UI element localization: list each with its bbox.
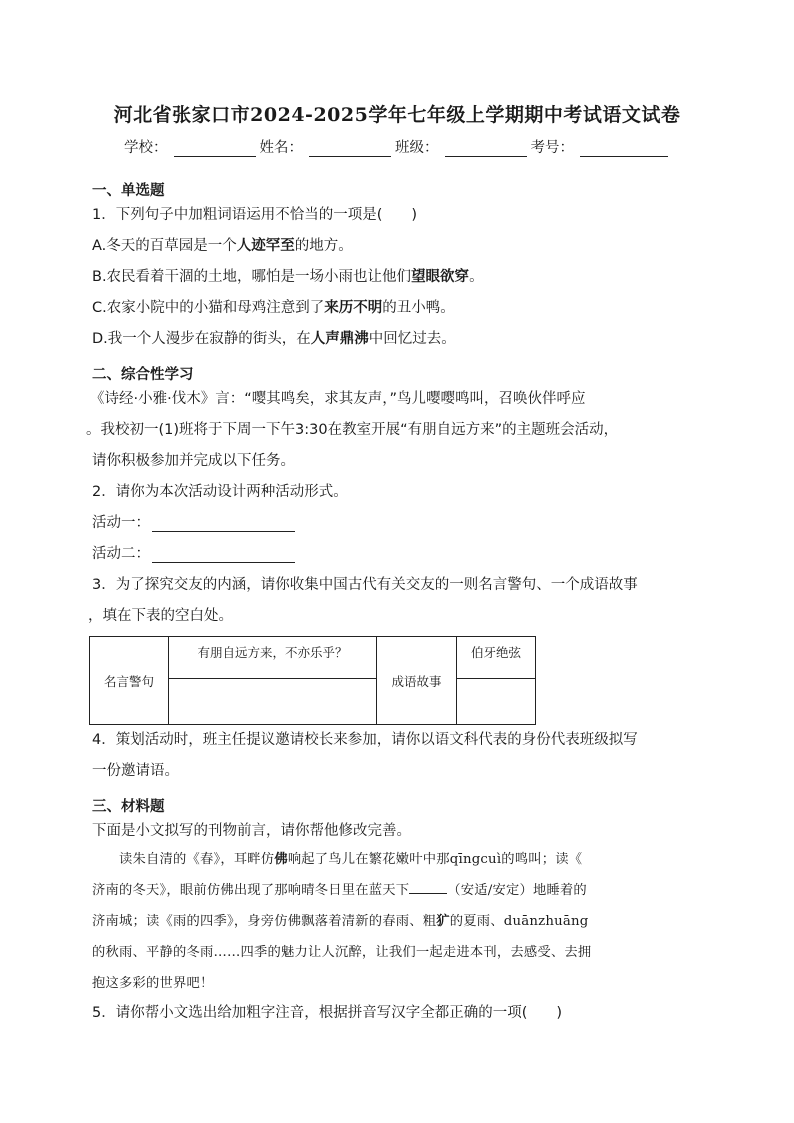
passage-line-4: 的秋雨、平静的冬雨……四季的魅力让人沉醉，让我们一起走进本刊，去感受、去拥 [92, 945, 592, 960]
option-a-em: 人迹罕至 [236, 238, 295, 254]
table-cell-idiom-label: 成语故事 [377, 637, 457, 725]
passage-line-1 [92, 844, 698, 875]
section3-intro: 下面是小文拟写的刊物前言，请你帮他修改完善。 [92, 823, 411, 839]
school-label: 学校： [124, 140, 168, 156]
passage-3-em: 犷 [436, 914, 450, 929]
option-d-post: 中回忆过去。 [368, 331, 456, 347]
option-a-post: 的地方。 [294, 238, 353, 254]
student-info-row [124, 136, 672, 157]
intro-line-2: 。我校初一(1)班将于下周一下午3:30在教室开展“有朋自远方来”的主题班会活动， [86, 422, 619, 438]
option-b-post: 。 [469, 269, 484, 285]
activity-2 [92, 545, 295, 563]
passage-3-pre: 济南城；读《雨的四季》，身旁仿佛飘落着清新的春雨、粗 [92, 914, 437, 929]
class-blank[interactable] [445, 142, 527, 157]
number-label: 考号： [530, 140, 574, 156]
table-cell-quote-value: 有朋自远方来，不亦乐乎？ [169, 637, 377, 679]
name-label: 姓名： [259, 140, 303, 156]
section3-heading: 三、材料题 [92, 799, 165, 815]
question-3-line-2: ，填在下表的空白处。 [88, 608, 233, 624]
passage-2-pre: 济南的冬天》，眼前仿佛出现了那响晴冬日里在蓝天下 [92, 883, 410, 898]
question-1: 1．下列句子中加粗词语运用不恰当的一项是( ) [92, 207, 418, 223]
answer-table [89, 636, 536, 725]
class-label: 班级： [395, 140, 439, 156]
intro-line-1: 《诗经·小雅·伐木》言：“嘤其鸣矣，求其友声，”鸟儿嘤嘤鸣叫，召唤伙伴呼应 [90, 391, 586, 407]
option-d-pre: D.我一个人漫步在寂静的街头，在 [92, 331, 311, 347]
school-blank[interactable] [174, 142, 256, 157]
option-b [92, 268, 484, 286]
passage-3-post: 的夏雨、duānzhuāng [449, 914, 589, 929]
page-title: 河北省张家口市2024-2025学年七年级上学期期中考试语文试卷 [113, 104, 681, 126]
passage-1-post: 响起了鸟儿在繁花嫩叶中那qīngcuì的鸣叫；读《 [287, 852, 583, 867]
passage-line-3 [92, 906, 698, 937]
option-d [92, 330, 456, 348]
question-3-line-1: 3．为了探究交友的内涵，请你收集中国古代有关交友的一则名言警句、一个成语故事 [92, 577, 638, 593]
activity-1-label: 活动一： [92, 515, 150, 531]
question-2: 2．请你为本次活动设计两种活动形式。 [92, 484, 348, 500]
table-cell-quote-blank[interactable] [169, 679, 377, 725]
passage-blank[interactable] [409, 881, 447, 894]
table-cell-idiom-blank[interactable] [457, 679, 536, 725]
table-cell-quote-label: 名言警句 [90, 637, 169, 725]
question-4-line-2: 一份邀请语。 [92, 763, 179, 779]
activity-2-label: 活动二： [92, 546, 150, 562]
question-5: 5．请你帮小文选出给加粗字注音，根据拼音写汉字全都正确的一项( ) [92, 1005, 563, 1021]
name-blank[interactable] [309, 142, 391, 157]
activity-1-blank[interactable] [152, 517, 295, 532]
activity-2-blank[interactable] [152, 548, 295, 563]
option-c-em: 来历不明 [324, 300, 383, 316]
table-cell-idiom-value: 伯牙绝弦 [457, 637, 536, 679]
option-c-pre: C.农家小院中的小猫和母鸡注意到了 [92, 300, 325, 316]
activity-1 [92, 514, 295, 532]
option-b-pre: B.农民看着干涸的土地，哪怕是一场小雨也让他们 [92, 269, 412, 285]
option-c [92, 299, 455, 317]
option-c-post: 的丑小鸭。 [382, 300, 455, 316]
passage-1-pre: 读朱自清的《春》，耳畔仿 [92, 852, 275, 867]
section1-heading: 一、单选题 [92, 183, 165, 199]
option-a [92, 237, 353, 255]
section2-heading: 二、综合性学习 [92, 367, 194, 383]
intro-line-3: 请你积极参加并完成以下任务。 [92, 453, 295, 469]
option-a-pre: A.冬天的百草园是一个 [92, 238, 237, 254]
option-b-em: 望眼欲穿 [411, 269, 470, 285]
question-4-line-1: 4．策划活动时，班主任提议邀请校长来参加，请你以语文科代表的身份代表班级拟写 [92, 732, 638, 748]
option-d-em: 人声鼎沸 [310, 331, 369, 347]
passage-2-post: （安适/安定）地睡着的 [447, 883, 587, 898]
number-blank[interactable] [580, 142, 668, 157]
passage-line-5: 抱这多彩的世界吧！ [92, 976, 214, 991]
passage-1-em: 佛 [274, 852, 288, 867]
passage-line-2 [92, 875, 698, 906]
